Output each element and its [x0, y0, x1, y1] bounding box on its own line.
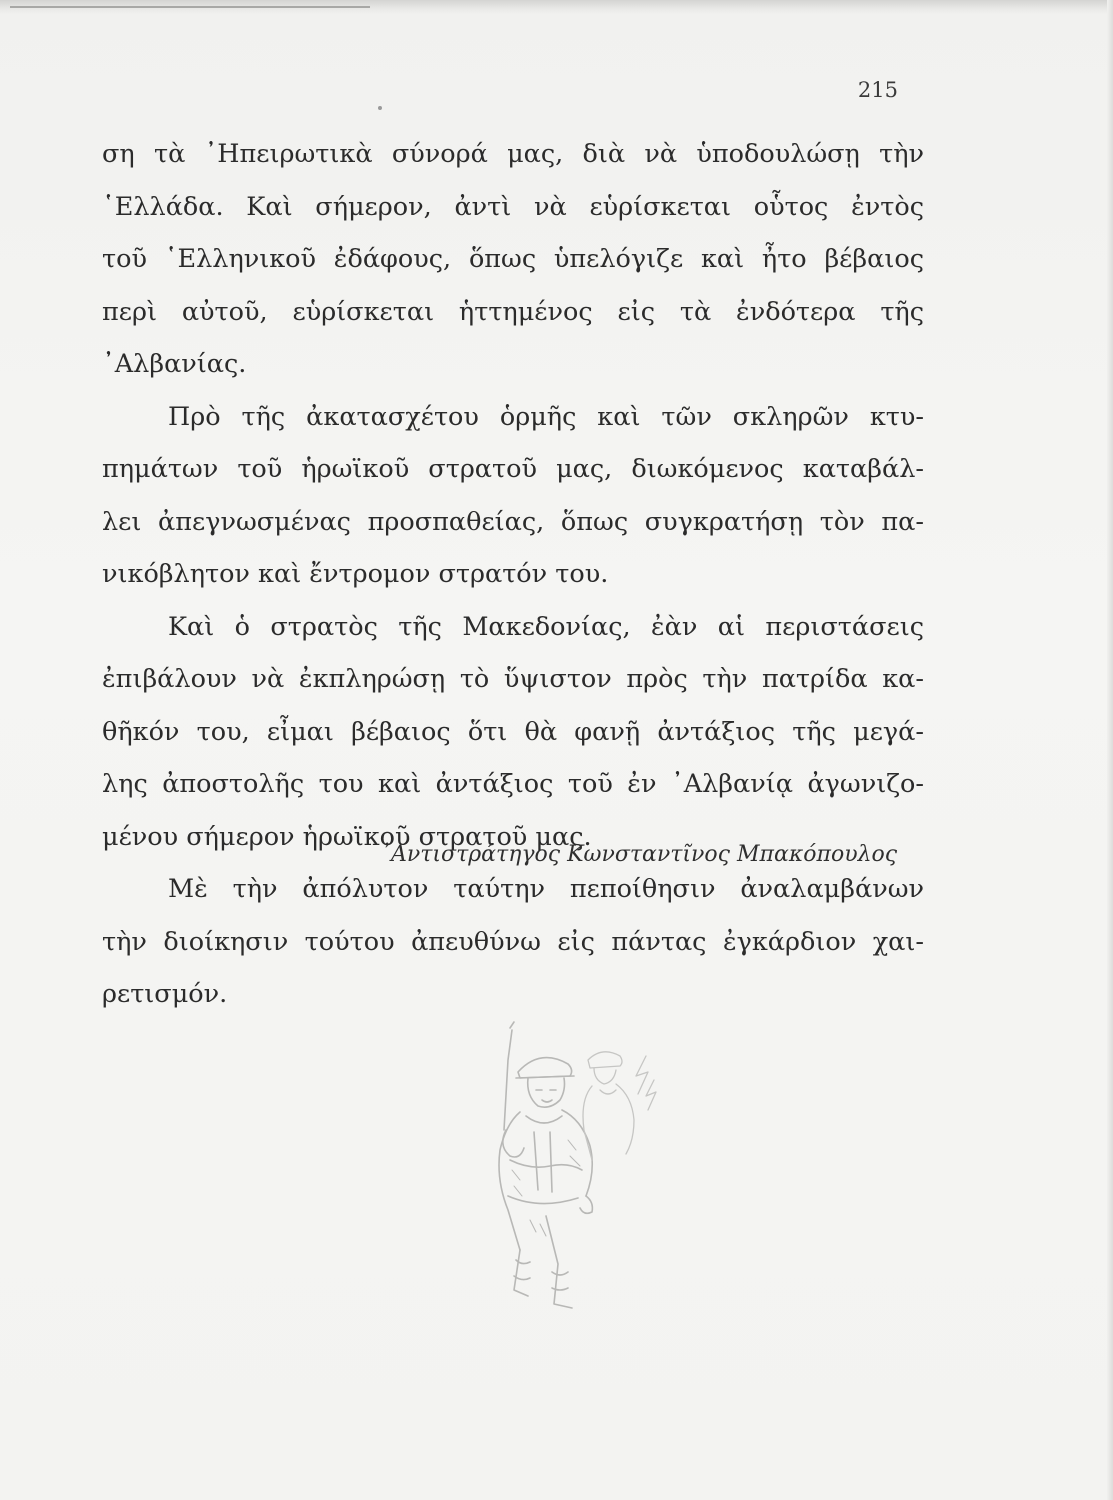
text-line: ρετισμόν.: [102, 979, 228, 1009]
text-line: περὶ αὐτοῦ, εὑρίσκεται ἡττημένος εἰς τὰ ἐνδότερα τῆς: [102, 296, 924, 327]
signature-line: ᾿Αντιστράτηγος Κωνσταντῖνος Μπακόπουλος: [380, 842, 898, 867]
text-line: ση τὰ ᾿Ηπειρωτικὰ σύνορά μας, διὰ νὰ ὑποδουλώσῃ τὴν: [102, 139, 924, 169]
text-line: θῆκόν του, εἶμαι βέβαιος ὅτι θὰ φανῇ ἀντάξιος τῆς μεγά-: [102, 716, 924, 747]
text-line: μένου σήμερον ἡρωϊκοῦ στρατοῦ μας.: [102, 821, 592, 852]
text-line: λει ἀπεγνωσμένας προσπαθείας, ὅπως συγκρατήσῃ τὸν πα-: [102, 506, 924, 537]
soldier-sketch-svg: [450, 1020, 690, 1320]
text-line: ἐπιβάλουν νὰ ἐκπληρώσῃ τὸ ὕψιστον πρὸς τὴν πατρίδα κα-: [102, 664, 924, 694]
text-line: πημάτων τοῦ ἡρωϊκοῦ στρατοῦ μας, διωκόμενος καταβάλ-: [102, 454, 924, 484]
text-line: ᾿Αλβανίας.: [102, 349, 247, 379]
text-line: Καὶ ὁ στρατὸς τῆς Μακεδονίας, ἐὰν αἱ περιστάσεις: [168, 611, 924, 642]
text-line: Πρὸ τῆς ἀκατασχέτου ὁρμῆς καὶ τῶν σκληρῶν κτυ-: [168, 401, 924, 432]
soldier-sketch-illustration: [450, 1020, 690, 1320]
scan-right-edge: [1107, 0, 1113, 1500]
body-text: [102, 128, 924, 1021]
page-number: 215: [857, 78, 898, 102]
text-line: νικόβλητον καὶ ἔντρομον στρατόν του.: [102, 559, 609, 589]
text-line: ῾Ελλάδα. Καὶ σήμερον, ἀντὶ νὰ εὑρίσκεται οὗτος ἐντὸς: [102, 191, 924, 222]
text-line: λης ἀποστολῆς του καὶ ἀντάξιος τοῦ ἐν ᾿Αλβανίᾳ ἀγωνιζο-: [102, 769, 924, 799]
text-line: τὴν διοίκησιν τούτου ἀπευθύνω εἰς πάντας ἐγκάρδιον χαι-: [102, 926, 924, 957]
speck-mark: [378, 106, 382, 110]
text-line: Μὲ τὴν ἀπόλυτον ταύτην πεποίθησιν ἀναλαμβάνων: [168, 874, 924, 904]
text-line: τοῦ ῾Ελληνικοῦ ἐδάφους, ὅπως ὑπελόγιζε καὶ ἦτο βέβαιος: [102, 244, 924, 274]
scan-top-edge-line: [10, 6, 370, 8]
